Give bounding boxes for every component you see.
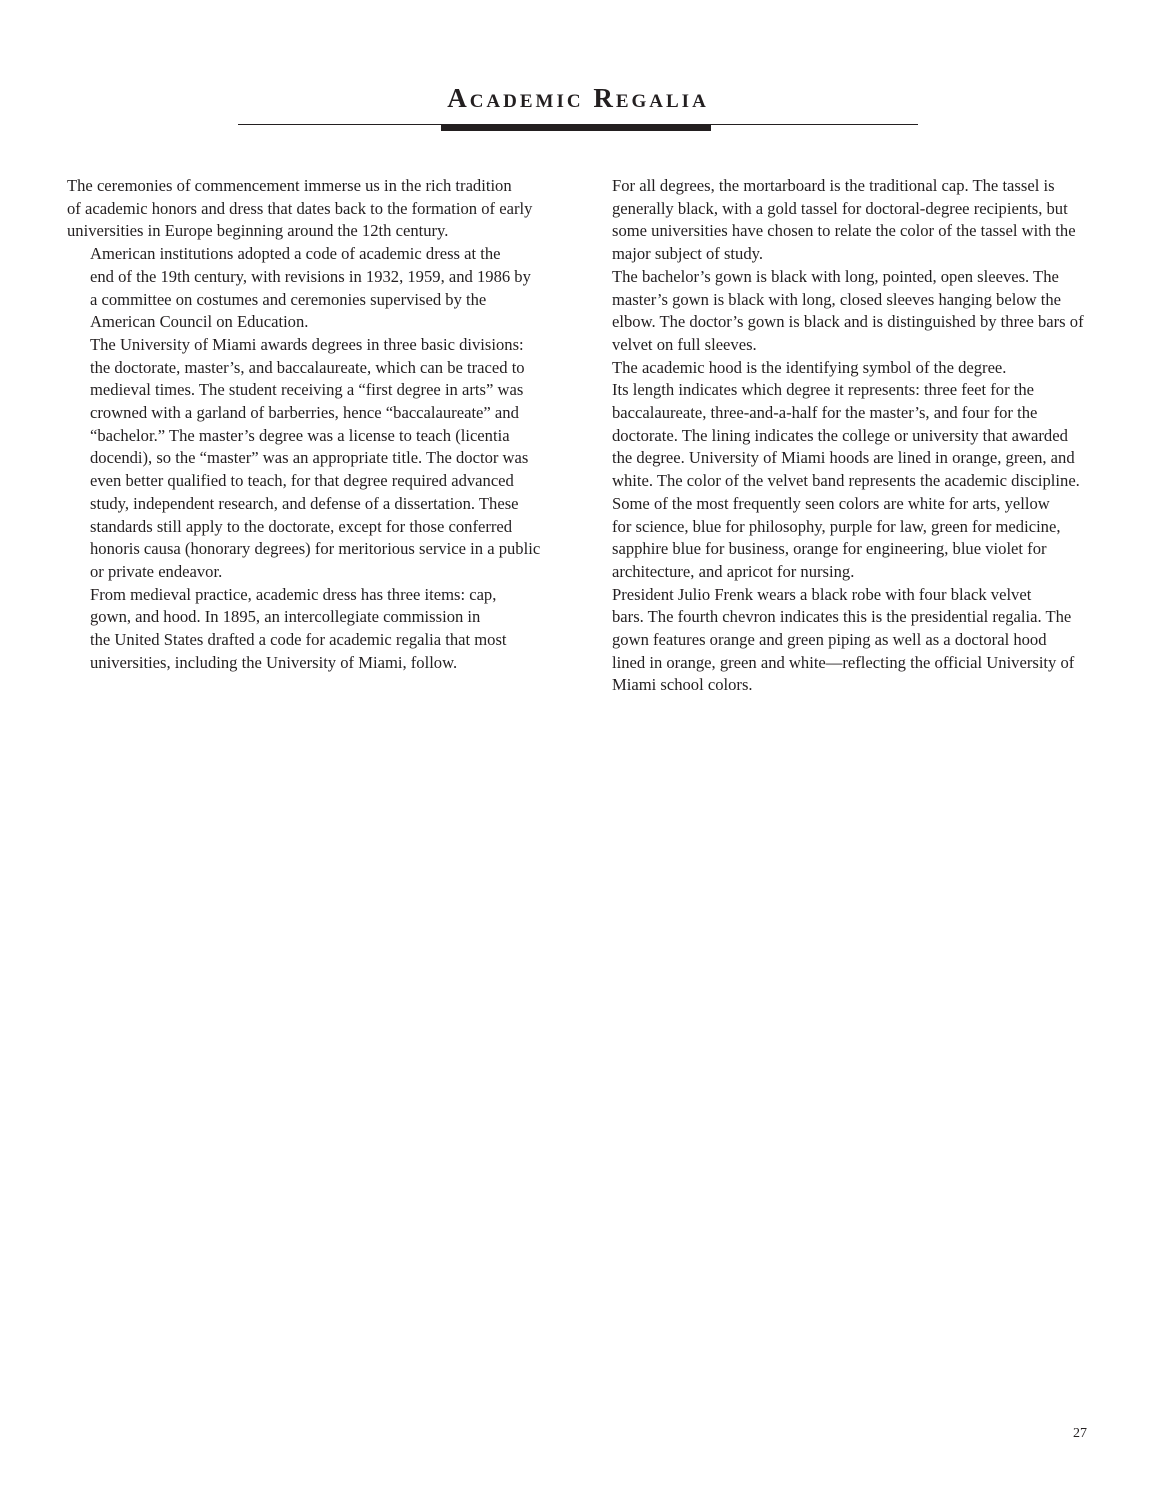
text-line: of academic honors and dress that dates back to the formation of early: [67, 198, 533, 218]
text-line: elbow. The doctor’s gown is black and is distinguished by three bars of: [612, 312, 1084, 332]
text-line: generally black, with a gold tassel for doctoral-degree recipients, but: [612, 198, 1068, 218]
text-line: The academic hood is the identifying symbol of the degree.: [612, 357, 1007, 377]
text-line: velvet on full sleeves.: [612, 334, 757, 354]
text-line: bars. The fourth chevron indicates this is the presidential regalia. The: [612, 607, 1072, 627]
text-line: gown features orange and green piping as well as a doctoral hood: [612, 630, 1047, 650]
text-line: universities in Europe beginning around the 12th century.: [67, 221, 449, 241]
paragraph: [67, 175, 563, 243]
paragraph: [67, 334, 563, 584]
text-line: Some of the most frequently seen colors are white for arts, yellow: [612, 493, 1050, 513]
text-line: lined in orange, green and white—reflecting the official University of: [612, 652, 1075, 672]
text-line: medieval times. The student receiving a “first degree in arts” was: [90, 380, 524, 400]
text-line: From medieval practice, academic dress has three items: cap,: [90, 584, 497, 604]
text-line: American Council on Education.: [90, 312, 309, 332]
text-line: docendi), so the “master” was an appropriate title. The doctor was: [90, 448, 529, 468]
text-line: sapphire blue for business, orange for engineering, blue violet for: [612, 539, 1047, 559]
text-line: honoris causa (honorary degrees) for meritorious service in a public: [90, 539, 541, 559]
text-line: a committee on costumes and ceremonies supervised by the: [90, 289, 487, 309]
text-line: the doctorate, master’s, and baccalaureate, which can be traced to: [90, 357, 525, 377]
text-line: master’s gown is black with long, closed sleeves hanging below the: [612, 289, 1062, 309]
paragraph: [67, 584, 563, 675]
text-line: or private endeavor.: [90, 561, 223, 581]
text-line: The ceremonies of commencement immerse us in the rich tradition: [67, 176, 512, 195]
text-line: Miami school colors.: [612, 675, 753, 695]
left-column: [67, 175, 563, 674]
text-line: standards still apply to the doctorate, except for those conferred: [90, 516, 513, 536]
text-line: President Julio Frenk wears a black robe with four black velvet: [612, 584, 1032, 604]
text-line: The bachelor’s gown is black with long, pointed, open sleeves. The: [612, 266, 1059, 286]
text-line: American institutions adopted a code of academic dress at the: [90, 244, 501, 264]
text-line: major subject of study.: [612, 244, 764, 264]
paragraph: [589, 266, 1092, 357]
paragraph: [589, 175, 1092, 266]
right-column: [589, 175, 1092, 697]
text-line: crowned with a garland of barberries, hence “baccalaureate” and: [90, 403, 519, 423]
text-line: Its length indicates which degree it represents: three feet for the: [612, 380, 1035, 400]
text-line: architecture, and apricot for nursing.: [612, 561, 855, 581]
page-title: Academic Regalia: [447, 83, 709, 113]
text-line: baccalaureate, three-and-a-half for the master’s, and four for the: [612, 403, 1038, 423]
text-line: doctorate. The lining indicates the college or university that awarded: [612, 425, 1068, 445]
text-line: The University of Miami awards degrees in three basic divisions:: [90, 334, 524, 354]
text-line: the United States drafted a code for academic regalia that most: [90, 630, 507, 650]
text-line: gown, and hood. In 1895, an intercollegiate commission in: [90, 607, 481, 627]
text-line: end of the 19th century, with revisions in 1932, 1959, and 1986 by: [90, 266, 531, 286]
paragraph: [589, 357, 1092, 584]
text-line: For all degrees, the mortarboard is the traditional cap. The tassel is: [612, 176, 1055, 195]
paragraph: [589, 584, 1092, 698]
paragraph: [67, 243, 563, 334]
text-line: for science, blue for philosophy, purple for law, green for medicine,: [612, 516, 1061, 536]
page-number: 27: [1073, 1426, 1087, 1441]
text-line: universities, including the University of Miami, follow.: [90, 652, 458, 672]
title-rule-accent: [441, 124, 711, 131]
text-line: even better qualified to teach, for that degree required advanced: [90, 471, 514, 491]
text-line: study, independent research, and defense of a dissertation. These: [90, 493, 519, 513]
text-line: some universities have chosen to relate the color of the tassel with the: [612, 221, 1076, 241]
text-line: “bachelor.” The master’s degree was a license to teach (licentia: [90, 425, 510, 445]
text-line: white. The color of the velvet band represents the academic discipline.: [612, 471, 1080, 491]
text-line: the degree. University of Miami hoods are lined in orange, green, and: [612, 448, 1075, 468]
